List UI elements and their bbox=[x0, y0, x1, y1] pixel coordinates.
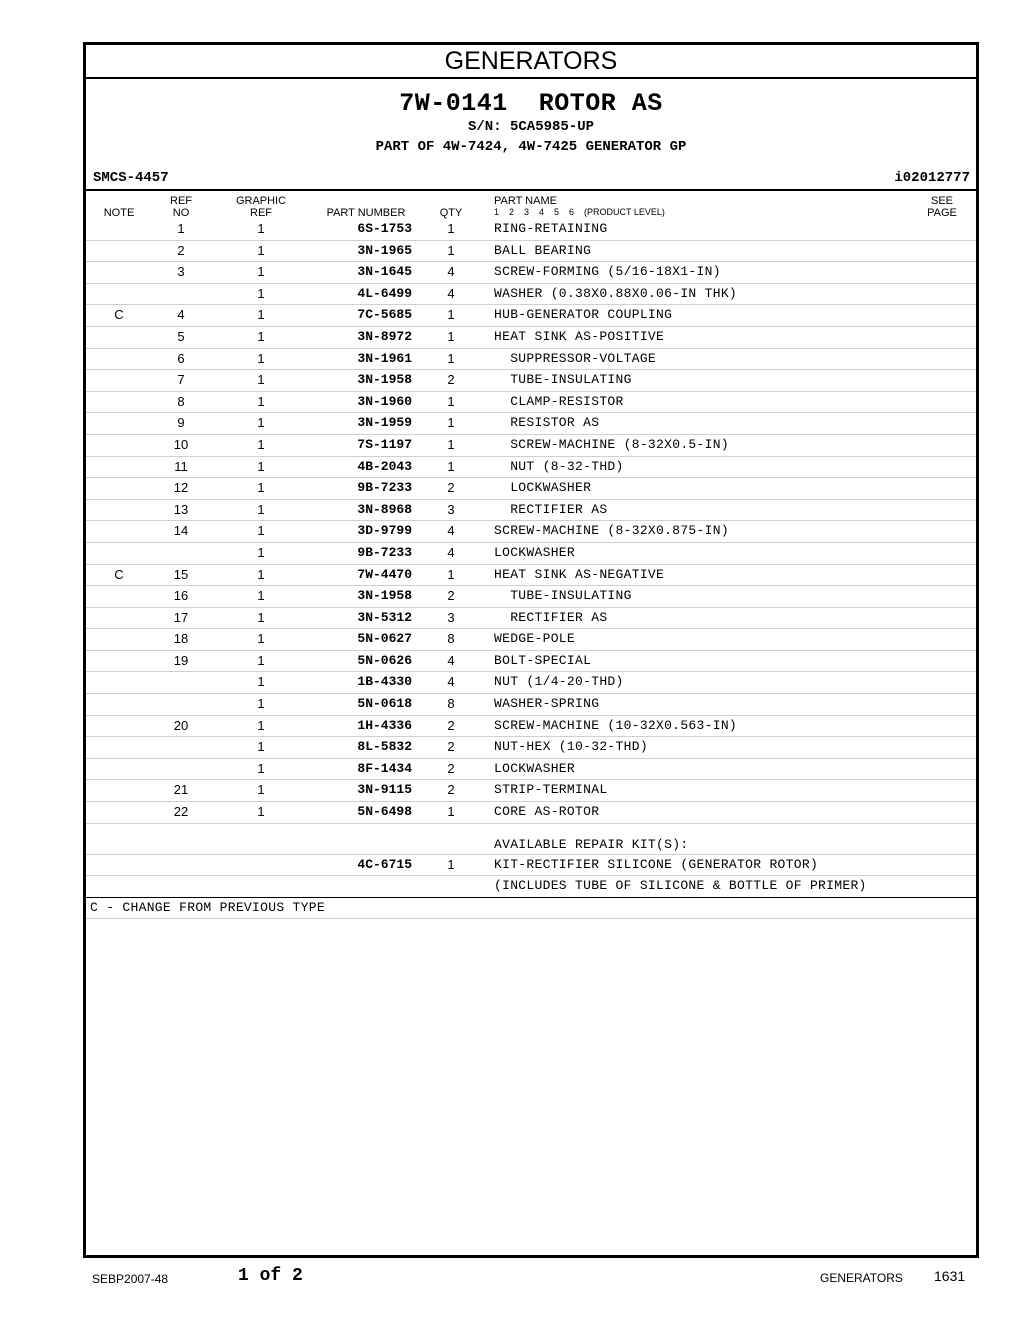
row-part-number: 9B-7233 bbox=[357, 544, 412, 560]
page-number: 1631 bbox=[934, 1268, 966, 1284]
kit-row bbox=[86, 854, 976, 877]
table-row bbox=[86, 370, 976, 392]
table-row bbox=[86, 629, 976, 651]
row-part-name: RESISTOR AS bbox=[494, 415, 600, 431]
row-part-name: CORE AS-ROTOR bbox=[494, 804, 600, 820]
row-graphic-ref: 1 bbox=[257, 544, 265, 560]
row-part-number: 7W-4470 bbox=[357, 566, 412, 582]
row-graphic-ref: 1 bbox=[257, 501, 265, 517]
row-part-number: 3N-8968 bbox=[357, 501, 412, 517]
row-note: C bbox=[114, 566, 124, 582]
col-ref-top: REF bbox=[170, 195, 192, 207]
serial-number: S/N: 5CA5985-UP bbox=[467, 119, 595, 135]
row-graphic-ref: 1 bbox=[257, 393, 265, 409]
row-graphic-ref: 1 bbox=[257, 609, 265, 625]
row-graphic-ref: 1 bbox=[257, 307, 265, 323]
row-graphic-ref: 1 bbox=[257, 350, 265, 366]
part-of-line: PART OF 4W-7424, 4W-7425 GENERATOR GP bbox=[375, 139, 687, 155]
assembly-title: 7W-0141 ROTOR AS bbox=[399, 89, 663, 118]
row-part-number: 3N-5312 bbox=[357, 609, 412, 625]
row-graphic-ref: 1 bbox=[257, 631, 265, 647]
row-ref-no: 22 bbox=[173, 804, 189, 820]
row-qty: 1 bbox=[447, 221, 455, 236]
row-graphic-ref: 1 bbox=[257, 458, 265, 474]
row-part-name: SCREW-MACHINE (8-32X0.875-IN) bbox=[494, 523, 729, 539]
col-graphic-bottom: REF bbox=[250, 207, 272, 219]
row-graphic-ref: 1 bbox=[257, 696, 265, 712]
table-row bbox=[86, 327, 976, 349]
row-part-number: 1B-4330 bbox=[357, 674, 412, 690]
table-row bbox=[86, 543, 976, 565]
row-ref-no: 18 bbox=[173, 631, 189, 647]
kit-qty: 1 bbox=[447, 856, 455, 872]
row-ref-no: 21 bbox=[173, 782, 189, 798]
row-part-number: 8L-5832 bbox=[357, 739, 412, 755]
row-graphic-ref: 1 bbox=[257, 652, 265, 668]
row-part-name: NUT-HEX (10-32-THD) bbox=[494, 739, 648, 755]
row-graphic-ref: 1 bbox=[257, 480, 265, 496]
row-part-number: 3N-1961 bbox=[357, 350, 412, 366]
row-part-number: 7C-5685 bbox=[357, 307, 412, 323]
row-graphic-ref: 1 bbox=[257, 566, 265, 582]
row-qty: 3 bbox=[447, 609, 455, 625]
row-part-number: 3N-1965 bbox=[357, 242, 412, 258]
row-part-number: 5N-0618 bbox=[357, 696, 412, 712]
row-ref-no: 16 bbox=[173, 588, 189, 604]
footnote-row bbox=[86, 898, 976, 919]
section-title: GENERATORS bbox=[86, 45, 976, 79]
parts-table bbox=[86, 219, 976, 919]
illustration-id: i02012777 bbox=[894, 170, 970, 186]
row-ref-no: 8 bbox=[177, 393, 185, 409]
row-part-number: 3N-1959 bbox=[357, 415, 412, 431]
table-row bbox=[86, 500, 976, 522]
kit-label: AVAILABLE REPAIR KIT(S): bbox=[494, 836, 689, 852]
row-part-name: SCREW-MACHINE (10-32X0.563-IN) bbox=[494, 717, 738, 733]
row-part-number: 5N-0626 bbox=[357, 652, 412, 668]
row-qty: 4 bbox=[447, 523, 455, 539]
row-graphic-ref: 1 bbox=[257, 415, 265, 431]
row-qty: 2 bbox=[447, 760, 455, 776]
row-qty: 1 bbox=[447, 415, 455, 431]
row-graphic-ref: 1 bbox=[257, 264, 265, 280]
row-part-number: 3N-9115 bbox=[357, 782, 412, 798]
row-part-name: CLAMP-RESISTOR bbox=[494, 393, 624, 409]
row-graphic-ref: 1 bbox=[257, 760, 265, 776]
row-graphic-ref: 1 bbox=[257, 372, 265, 388]
table-row bbox=[86, 780, 976, 802]
row-ref-no: 13 bbox=[173, 501, 189, 517]
row-part-number: 3D-9799 bbox=[357, 523, 412, 539]
row-qty: 2 bbox=[447, 739, 455, 755]
row-graphic-ref: 1 bbox=[257, 588, 265, 604]
row-qty: 2 bbox=[447, 782, 455, 798]
col-part-name: PART NAME bbox=[494, 195, 557, 207]
kit-part-number: 4C-6715 bbox=[357, 856, 412, 872]
row-ref-no: 6 bbox=[177, 350, 185, 366]
row-qty: 1 bbox=[447, 328, 455, 344]
smcs-code: SMCS-4457 bbox=[93, 170, 169, 186]
row-qty: 8 bbox=[447, 696, 455, 712]
table-row bbox=[86, 521, 976, 543]
row-qty: 2 bbox=[447, 372, 455, 388]
col-see-page bbox=[918, 195, 966, 219]
row-part-name: BALL BEARING bbox=[494, 242, 592, 258]
row-graphic-ref: 1 bbox=[257, 717, 265, 733]
row-part-number: 3N-8972 bbox=[357, 328, 412, 344]
row-qty: 4 bbox=[447, 264, 455, 280]
table-row bbox=[86, 716, 976, 738]
row-ref-no: 11 bbox=[174, 458, 188, 474]
row-part-name: RING-RETAINING bbox=[494, 221, 608, 236]
row-ref-no: 12 bbox=[173, 480, 189, 496]
row-part-number: 6S-1753 bbox=[357, 221, 412, 236]
table-row bbox=[86, 586, 976, 608]
row-part-name: BOLT-SPECIAL bbox=[494, 652, 592, 668]
row-part-number: 4L-6499 bbox=[357, 285, 412, 301]
row-graphic-ref: 1 bbox=[257, 242, 265, 258]
table-row bbox=[86, 672, 976, 694]
row-qty: 2 bbox=[447, 717, 455, 733]
row-part-name: TUBE-INSULATING bbox=[494, 588, 632, 604]
row-qty: 3 bbox=[447, 501, 455, 517]
row-qty: 1 bbox=[447, 436, 455, 452]
footnote: C - CHANGE FROM PREVIOUS TYPE bbox=[90, 899, 325, 915]
row-qty: 1 bbox=[447, 804, 455, 820]
row-qty: 1 bbox=[447, 242, 455, 258]
col-qty: QTY bbox=[439, 207, 463, 219]
row-qty: 8 bbox=[447, 631, 455, 647]
row-ref-no: 7 bbox=[177, 372, 185, 388]
table-row bbox=[86, 478, 976, 500]
row-ref-no: 15 bbox=[173, 566, 189, 582]
page-indicator: 1 of 2 bbox=[238, 1266, 303, 1286]
row-part-number: 3N-1958 bbox=[357, 588, 412, 604]
row-qty: 2 bbox=[447, 588, 455, 604]
row-part-number: 7S-1197 bbox=[357, 436, 412, 452]
row-qty: 1 bbox=[447, 566, 455, 582]
row-qty: 4 bbox=[447, 652, 455, 668]
row-qty: 4 bbox=[447, 674, 455, 690]
row-qty: 1 bbox=[447, 458, 455, 474]
row-ref-no: 20 bbox=[173, 717, 189, 733]
row-part-number: 8F-1434 bbox=[357, 760, 412, 776]
row-part-name: NUT (1/4-20-THD) bbox=[494, 674, 624, 690]
row-part-name: RECTIFIER AS bbox=[494, 501, 608, 517]
row-part-name: SCREW-MACHINE (8-32X0.5-IN) bbox=[494, 436, 729, 452]
kit-description: (INCLUDES TUBE OF SILICONE & BOTTLE OF PRIMER) bbox=[494, 878, 867, 894]
table-row bbox=[86, 565, 976, 587]
doc-number: SEBP2007-48 bbox=[92, 1272, 169, 1286]
row-qty: 1 bbox=[447, 393, 455, 409]
row-part-name: SCREW-FORMING (5/16-18X1-IN) bbox=[494, 264, 721, 280]
row-ref-no: 2 bbox=[177, 242, 185, 258]
col-ref-bottom: NO bbox=[172, 207, 190, 219]
page-frame bbox=[83, 42, 979, 1258]
row-part-number: 3N-1645 bbox=[357, 264, 412, 280]
table-row bbox=[86, 694, 976, 716]
table-row bbox=[86, 457, 976, 479]
row-part-name: LOCKWASHER bbox=[494, 480, 592, 496]
row-ref-no: 17 bbox=[173, 609, 189, 625]
row-graphic-ref: 1 bbox=[257, 739, 265, 755]
kit-label-row bbox=[86, 824, 976, 854]
footer-section: GENERATORS bbox=[820, 1271, 903, 1285]
table-row bbox=[86, 608, 976, 630]
row-qty: 2 bbox=[447, 480, 455, 496]
row-part-name: WASHER (0.38X0.88X0.06-IN THK) bbox=[494, 285, 738, 301]
row-ref-no: 4 bbox=[177, 307, 185, 323]
row-graphic-ref: 1 bbox=[257, 674, 265, 690]
col-ref bbox=[164, 195, 198, 219]
table-row bbox=[86, 305, 976, 327]
row-graphic-ref: 1 bbox=[257, 804, 265, 820]
row-part-name: SUPPRESSOR-VOLTAGE bbox=[494, 350, 657, 366]
table-row bbox=[86, 241, 976, 263]
table-row bbox=[86, 802, 976, 824]
kit-desc-row bbox=[86, 876, 976, 898]
row-ref-no: 3 bbox=[177, 264, 185, 280]
product-levels: 1 2 3 4 5 6 (PRODUCT LEVEL) bbox=[494, 207, 665, 217]
row-qty: 4 bbox=[447, 285, 455, 301]
row-graphic-ref: 1 bbox=[257, 436, 265, 452]
row-part-name: NUT (8-32-THD) bbox=[494, 458, 624, 474]
row-part-name: STRIP-TERMINAL bbox=[494, 782, 608, 798]
col-graphic-top: GRAPHIC bbox=[235, 195, 287, 207]
header-rule bbox=[86, 189, 976, 191]
row-part-name: HEAT SINK AS-POSITIVE bbox=[494, 328, 665, 344]
row-part-number: 5N-0627 bbox=[357, 631, 412, 647]
row-ref-no: 1 bbox=[177, 221, 185, 236]
row-part-number: 1H-4336 bbox=[357, 717, 412, 733]
row-part-name: WASHER-SPRING bbox=[494, 696, 600, 712]
table-row bbox=[86, 284, 976, 306]
row-note: C bbox=[114, 307, 124, 323]
row-graphic-ref: 1 bbox=[257, 221, 265, 236]
row-ref-no: 10 bbox=[173, 436, 189, 452]
row-qty: 1 bbox=[447, 350, 455, 366]
row-ref-no: 14 bbox=[173, 523, 189, 539]
row-graphic-ref: 1 bbox=[257, 782, 265, 798]
row-part-name: HUB-GENERATOR COUPLING bbox=[494, 307, 673, 323]
row-graphic-ref: 1 bbox=[257, 523, 265, 539]
row-part-name: RECTIFIER AS bbox=[494, 609, 608, 625]
row-ref-no: 5 bbox=[177, 328, 185, 344]
parts-rows bbox=[86, 219, 976, 824]
col-graphic bbox=[230, 195, 292, 219]
row-part-number: 3N-1958 bbox=[357, 372, 412, 388]
row-graphic-ref: 1 bbox=[257, 285, 265, 301]
table-row bbox=[86, 413, 976, 435]
row-part-number: 5N-6498 bbox=[357, 804, 412, 820]
table-row bbox=[86, 349, 976, 371]
row-ref-no: 19 bbox=[173, 652, 189, 668]
row-ref-no: 9 bbox=[177, 415, 185, 431]
row-qty: 4 bbox=[447, 544, 455, 560]
table-row bbox=[86, 262, 976, 284]
row-part-number: 9B-7233 bbox=[357, 480, 412, 496]
row-part-number: 4B-2043 bbox=[357, 458, 412, 474]
col-see-top: SEE bbox=[930, 195, 953, 207]
row-graphic-ref: 1 bbox=[257, 328, 265, 344]
table-row bbox=[86, 651, 976, 673]
col-see-bottom: PAGE bbox=[927, 207, 957, 219]
row-part-name: WEDGE-POLE bbox=[494, 631, 576, 647]
kit-part-name: KIT-RECTIFIER SILICONE (GENERATOR ROTOR) bbox=[494, 856, 819, 872]
col-part-number: PART NUMBER bbox=[326, 207, 406, 219]
row-part-name: LOCKWASHER bbox=[494, 760, 576, 776]
table-row bbox=[86, 219, 976, 241]
row-qty: 1 bbox=[447, 307, 455, 323]
table-row bbox=[86, 737, 976, 759]
table-row bbox=[86, 759, 976, 781]
row-part-name: HEAT SINK AS-NEGATIVE bbox=[494, 566, 665, 582]
table-row bbox=[86, 435, 976, 457]
table-row bbox=[86, 392, 976, 414]
row-part-name: TUBE-INSULATING bbox=[494, 372, 632, 388]
row-part-number: 3N-1960 bbox=[357, 393, 412, 409]
col-note: NOTE bbox=[103, 207, 135, 219]
row-part-name: LOCKWASHER bbox=[494, 544, 576, 560]
